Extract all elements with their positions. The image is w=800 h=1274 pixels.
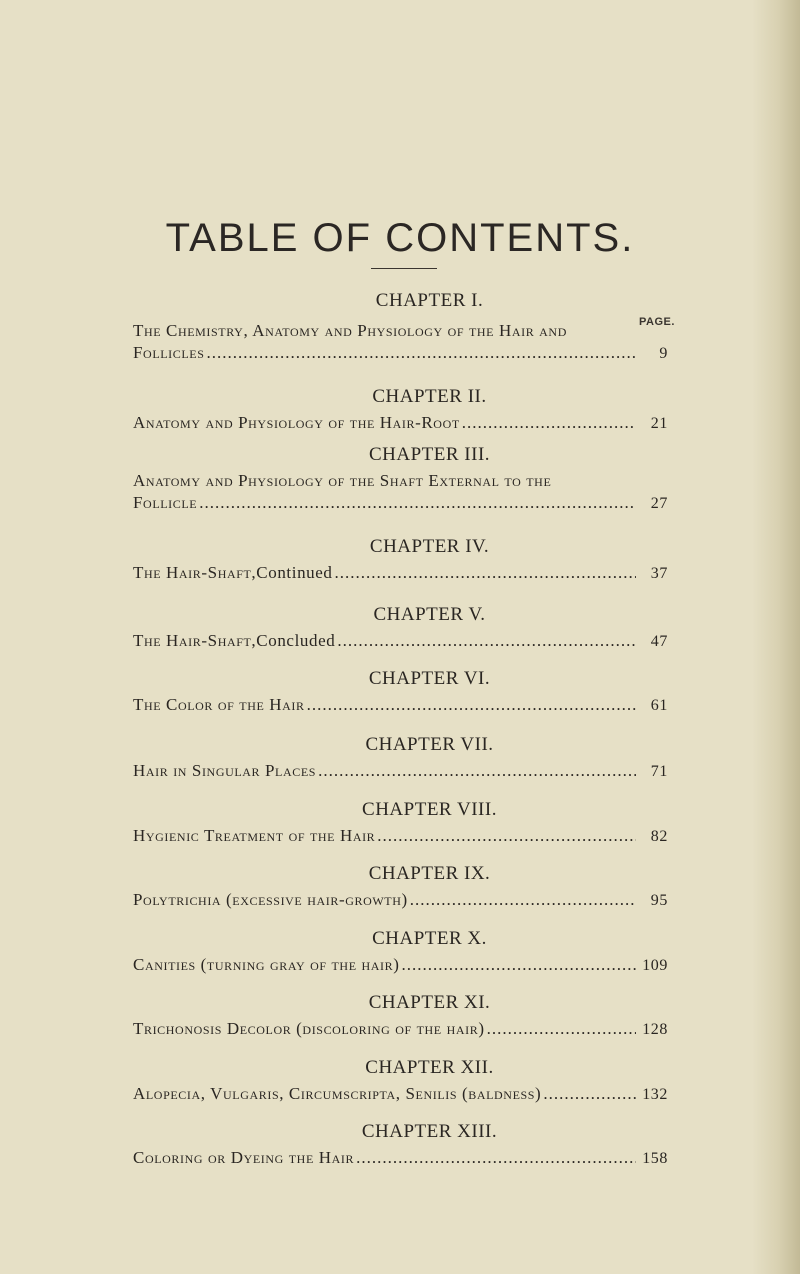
chapter-heading: CHAPTER XIII. — [361, 1121, 498, 1142]
chapter-2 — [133, 386, 668, 435]
chapter-title: Anatomy and Physiology of the Shaft External to the — [133, 471, 552, 490]
chapter-entry[interactable] — [133, 954, 668, 977]
chapter-title: Hair in Singular Places — [133, 761, 317, 780]
chapter-title-line — [133, 320, 668, 342]
dot-leader — [462, 412, 636, 434]
chapter-heading: CHAPTER XI. — [368, 992, 491, 1013]
page-number: 128 — [642, 1021, 668, 1038]
chapter-heading: CHAPTER IX. — [368, 863, 491, 884]
chapter-heading: CHAPTER V. — [373, 604, 486, 625]
chapter-8 — [133, 799, 668, 848]
chapter-13 — [133, 1121, 668, 1170]
dot-leader — [307, 694, 636, 716]
chapter-title: Hygienic Treatment of the Hair — [133, 826, 376, 845]
chapter-12 — [133, 1057, 668, 1106]
page-number: 95 — [650, 892, 668, 909]
page-number: 71 — [650, 763, 668, 780]
chapter-heading: CHAPTER III. — [368, 444, 491, 465]
page-number: 21 — [650, 415, 668, 432]
chapter-title-suffix: Concluded — [256, 631, 336, 650]
chapter-10 — [133, 928, 668, 977]
chapter-entry[interactable] — [133, 412, 668, 435]
chapter-title: The Chemistry, Anatomy and Physiology of the Hair and — [133, 321, 567, 340]
chapter-entry[interactable] — [133, 1147, 668, 1170]
page-column-label: PAGE. — [639, 316, 675, 328]
chapter-title: Alopecia, Vulgaris, Circumscripta, Senilis (baldness) — [133, 1084, 542, 1103]
chapter-title-cont: Follicles — [133, 343, 205, 362]
chapter-entry[interactable] — [133, 825, 668, 848]
chapter-7 — [133, 734, 668, 783]
dot-leader — [318, 760, 636, 782]
page-number: 27 — [650, 495, 668, 512]
page-number: 132 — [642, 1086, 668, 1103]
chapter-9 — [133, 863, 668, 912]
chapter-entry[interactable] — [133, 630, 668, 653]
chapter-4 — [133, 536, 668, 585]
dot-leader — [543, 1083, 636, 1105]
chapter-5 — [133, 604, 668, 653]
dot-leader — [377, 825, 636, 847]
page-number: 47 — [650, 633, 668, 650]
chapter-entry[interactable] — [133, 694, 668, 717]
page-edge-shadow — [752, 0, 800, 1274]
chapter-heading: CHAPTER XII. — [365, 1057, 494, 1078]
chapter-heading: CHAPTER IV. — [369, 536, 490, 557]
chapter-title-suffix: Continued — [256, 563, 333, 582]
chapter-entry[interactable] — [133, 492, 668, 515]
chapter-title: Anatomy and Physiology of the Hair-Root — [133, 413, 460, 432]
chapter-title: Canities (turning gray of the hair) — [133, 955, 400, 974]
chapter-entry[interactable] — [133, 1083, 668, 1106]
chapter-entry[interactable] — [133, 1018, 668, 1041]
chapter-heading: CHAPTER VIII. — [362, 799, 497, 820]
dot-leader — [356, 1147, 636, 1169]
page-number: 82 — [650, 828, 668, 845]
page-number: 37 — [650, 565, 668, 582]
chapter-title: The Color of the Hair — [133, 695, 305, 714]
dot-leader — [335, 562, 636, 584]
chapter-entry[interactable] — [133, 889, 668, 912]
chapter-1 — [133, 290, 668, 365]
chapter-heading: CHAPTER VII. — [365, 734, 494, 755]
title-rule — [371, 268, 437, 269]
chapter-entry[interactable] — [133, 342, 668, 365]
chapter-title: Coloring or Dyeing the Hair — [133, 1148, 355, 1167]
chapter-heading: CHAPTER X. — [372, 928, 487, 949]
chapter-3 — [133, 444, 668, 515]
chapter-heading: CHAPTER I. — [375, 290, 484, 311]
dot-leader — [207, 342, 636, 364]
chapter-entry[interactable] — [133, 760, 668, 783]
chapter-title: The Hair-Shaft, — [133, 631, 257, 650]
page-number: 9 — [659, 345, 668, 362]
dot-leader — [401, 954, 636, 976]
chapter-heading: CHAPTER VI. — [368, 668, 491, 689]
page-number: 109 — [642, 957, 668, 974]
chapter-title-cont: Follicle — [133, 493, 198, 512]
dot-leader — [410, 889, 636, 911]
page-title: TABLE OF CONTENTS. — [165, 216, 635, 260]
chapter-11 — [133, 992, 668, 1041]
chapter-title: Polytrichia (excessive hair-growth) — [133, 890, 408, 909]
dot-leader — [487, 1018, 636, 1040]
page-number: 61 — [650, 697, 668, 714]
chapter-title: Trichonosis Decolor (discoloring of the hair) — [133, 1019, 485, 1038]
chapter-6 — [133, 668, 668, 717]
chapter-title: The Hair-Shaft, — [133, 563, 257, 582]
chapter-entry[interactable] — [133, 562, 668, 585]
dot-leader — [337, 630, 636, 652]
dot-leader — [199, 492, 636, 514]
chapter-title-line — [133, 470, 668, 492]
page-number: 158 — [642, 1150, 668, 1167]
chapter-heading: CHAPTER II. — [372, 386, 487, 407]
